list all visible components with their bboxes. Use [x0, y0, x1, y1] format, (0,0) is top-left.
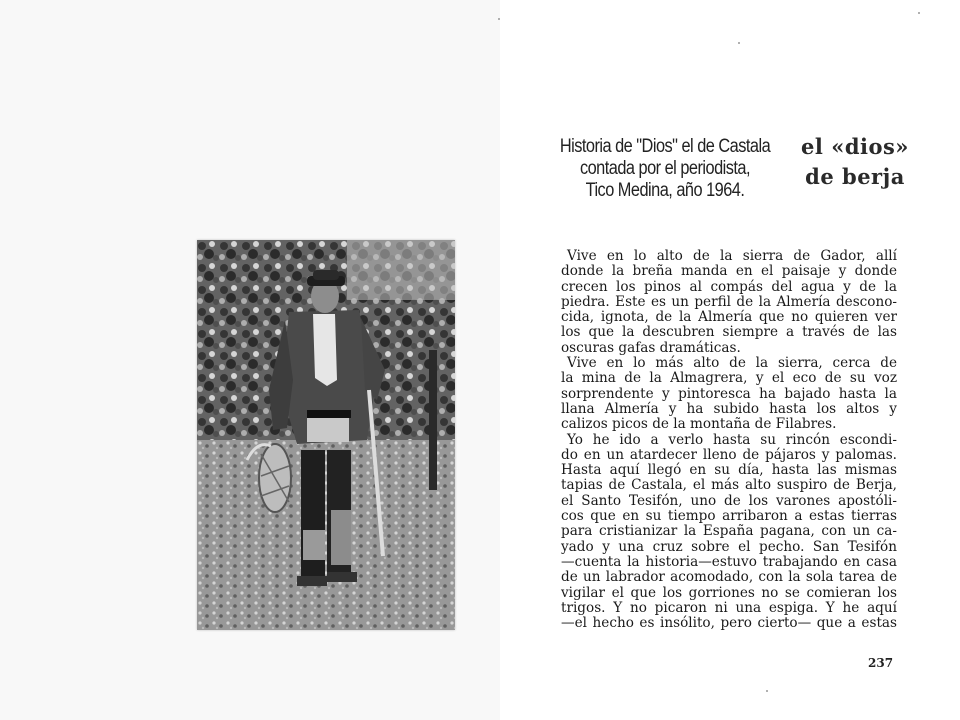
body-line: crecen los pinos al compás del agua y de la: [561, 278, 897, 295]
page-number: 237: [868, 656, 894, 670]
body-line: para cristianizar la España pagana, con un ca-: [561, 523, 897, 540]
body-line: llana Almería y ha subido hasta los altos y: [561, 400, 897, 417]
body-line: donde la breña manda en el paisaje y donde: [561, 263, 897, 280]
scan-speck: [918, 12, 920, 14]
body-line: calizos picos de la montaña de Filabres.: [561, 416, 837, 433]
photograph: [197, 240, 455, 630]
photograph-image: [197, 240, 455, 630]
body-line: —el hecho es insólito, pero cierto— que a estas: [561, 615, 897, 632]
body-line: Vive en lo más alto de la sierra, cerca de: [567, 355, 897, 372]
body-line: la mina de la Almagrera, y el eco de su voz: [561, 370, 897, 387]
body-line: yado y una cruz sobre el pecho. San Tesifón: [561, 538, 897, 555]
caption-line: Tico Medina, año 1964.: [585, 180, 745, 201]
caption-line: Historia de "Dios" el de Castala: [559, 136, 771, 157]
body-line: Vive en lo alto de la sierra de Gador, allí: [567, 248, 897, 264]
article-title: [800, 132, 910, 192]
body-line: Yo he ido a verlo hasta su rincón escondi-: [567, 431, 897, 448]
scan-speck: [738, 42, 740, 44]
body-line: piedra. Este es un perfil de la Almería descono-: [561, 293, 897, 310]
body-line: cida, ignota, de la Almería que no quieren ver: [561, 309, 897, 326]
body-line: Hasta aquí llegó en su día, hasta las mismas: [561, 462, 897, 479]
body-line: el Santo Tesifón, uno de los varones apostóli-: [561, 492, 897, 509]
body-line: vigilar el que los gorriones no se comieran los: [561, 584, 897, 601]
body-line: do en un atardecer lleno de pájaros y palomas.: [561, 446, 897, 463]
article-title-line-1: el «dios»: [801, 134, 909, 159]
caption-line: contada por el periodista,: [579, 158, 751, 179]
body-line: —cuenta la historia—estuvo trabajando en casa: [561, 553, 897, 570]
body-line: sorprendente y pintoresca ha bajado hasta la: [561, 385, 897, 402]
body-line: de un labrador acomodado, con la sola tarea de: [561, 569, 897, 586]
article-title-line-2: de berja: [805, 164, 905, 189]
caption: [540, 136, 789, 202]
article-body: [561, 249, 897, 631]
scan-speck: [498, 18, 500, 20]
body-line: los que la descubren siempre a través de las: [561, 324, 897, 341]
body-line: oscuras gafas dramáticas.: [561, 339, 741, 356]
body-line: trigos. Y no picaron ni una espiga. Y he aquí: [561, 599, 897, 616]
body-line: cos que en su tiempo arribaron a estas tierras: [561, 508, 897, 525]
body-line: tapias de Castala, el más alto suspiro de Berja,: [561, 477, 897, 494]
scan-speck: [766, 690, 768, 692]
